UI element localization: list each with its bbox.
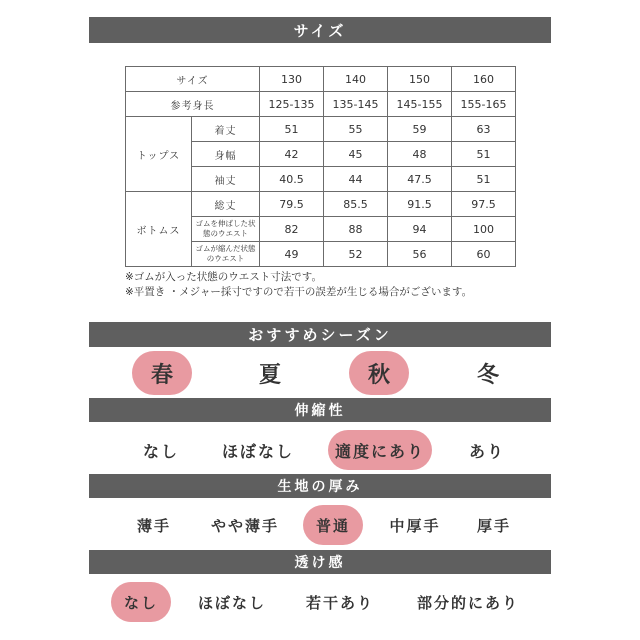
season-section-header [89,322,551,347]
size-header-label: サイズ [126,67,260,92]
thickness-section-title: 生地の厚み [277,479,363,495]
tops-group-label: トップス [126,117,192,192]
table-cell: 45 [324,142,388,167]
season-option-spring: 春 [132,351,192,395]
table-cell: 100 [452,217,516,242]
table-cell: 91.5 [388,192,452,217]
table-cell: 125-135 [260,92,324,117]
thickness-option-thin: 薄手 [136,516,171,535]
table-cell: 52 [324,242,388,267]
thickness-options [89,503,551,547]
table-cell: 85.5 [324,192,388,217]
table-cell: 48 [388,142,452,167]
table-cell: 135-145 [324,92,388,117]
table-cell: 82 [260,217,324,242]
table-cell: 59 [388,117,452,142]
table-cell: 155-165 [452,92,516,117]
table-cell: 63 [452,117,516,142]
stretch-options [89,428,551,472]
season-option-autumn: 秋 [349,351,409,395]
row-label: ゴムを伸ばした状態のウエスト [192,217,260,242]
height-label: 参考身長 [126,92,260,117]
sheer-options [89,580,551,624]
note-line: ※平置き ・メジャー採寸ですので若干の誤差が生じる場合がございます。 [125,286,473,298]
size-header-row [126,67,516,92]
table-cell: 44 [324,167,388,192]
table-cell: 51 [452,142,516,167]
size-col-header: 160 [452,67,516,92]
table-cell: 47.5 [388,167,452,192]
table-cell: 51 [260,117,324,142]
size-col-header: 140 [324,67,388,92]
table-cell: 97.5 [452,192,516,217]
season-option-winter: 冬 [476,362,499,388]
thickness-section-header [89,474,551,498]
table-cell: 56 [388,242,452,267]
thickness-option-medium-thick: 中厚手 [389,516,441,535]
row-label: ゴムが縮んだ状態のウエスト [192,242,260,267]
table-cell: 94 [388,217,452,242]
table-cell: 88 [324,217,388,242]
size-notes [125,270,472,300]
table-cell: 55 [324,117,388,142]
table-cell: 145-155 [388,92,452,117]
stretch-option-yes: あり [468,441,505,461]
size-table [125,66,516,267]
size-col-header: 130 [260,67,324,92]
table-cell: 40.5 [260,167,324,192]
season-option-summer: 夏 [258,362,281,388]
thickness-option-slightly-thin: やや薄手 [210,516,279,535]
sheer-option-almost-none: ほぼなし [197,593,266,612]
table-cell: 42 [260,142,324,167]
stretch-section-title: 伸縮性 [294,403,346,419]
season-section-title: おすすめシーズン [248,326,392,344]
bottoms-group-label: ボトムス [126,192,192,267]
note-line: ※ゴムが入った状態のウエスト寸法です。 [125,271,322,283]
stretch-option-almost-none: ほぼなし [221,441,294,461]
stretch-option-moderate: 適度にあり [328,430,432,470]
thickness-option-normal: 普通 [303,505,363,545]
season-options [89,351,551,395]
stretch-option-none: なし [142,441,179,461]
sheer-section-title: 透け感 [294,555,346,571]
size-col-header: 150 [388,67,452,92]
table-cell: 60 [452,242,516,267]
size-section-header [89,17,551,43]
sheer-option-slightly: 若干あり [305,593,374,612]
height-row [126,92,516,117]
sheer-option-partial: 部分的にあり [416,593,519,612]
size-section-title: サイズ [293,21,347,40]
table-cell: 51 [452,167,516,192]
row-label: 総丈 [192,192,260,217]
table-row [126,192,516,217]
sheer-section-header [89,550,551,574]
sheer-option-none: なし [111,582,171,622]
row-label: 袖丈 [192,167,260,192]
thickness-option-thick: 厚手 [476,516,511,535]
table-row [126,117,516,142]
stretch-section-header [89,398,551,422]
row-label: 着丈 [192,117,260,142]
table-cell: 79.5 [260,192,324,217]
table-cell: 49 [260,242,324,267]
row-label: 身幅 [192,142,260,167]
